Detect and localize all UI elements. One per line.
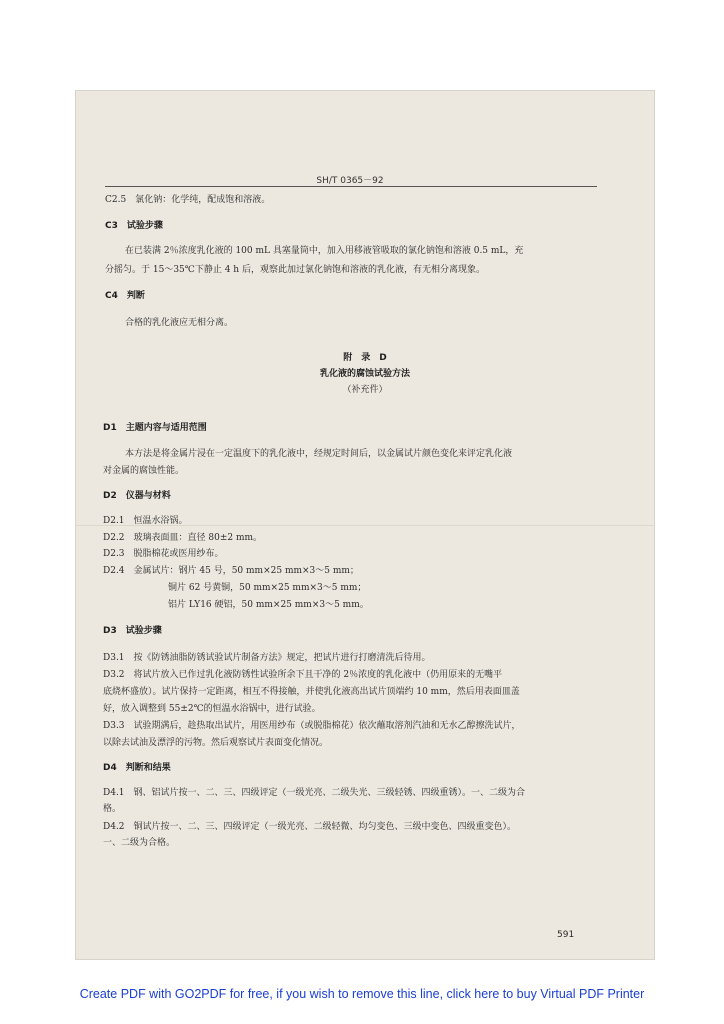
- d2-item: 铜片 62 号黄铜，50 mm×25 mm×3～5 mm；: [168, 583, 367, 593]
- d2-item: D2.3 脱脂棉花或医用纱布。: [103, 549, 224, 559]
- d2-item: D2.4 金属试片：钢片 45 号，50 mm×25 mm×3～5 mm；: [103, 566, 359, 576]
- d2-item: 铝片 LY16 硬铝，50 mm×25 mm×3～5 mm。: [168, 600, 369, 610]
- header-rule: [105, 186, 597, 187]
- d4-line: D4.1 钢、铝试片按一、二、三、四级评定（一级光亮、二级失光、三级轻锈、四级重锈）。一、二级为合: [103, 788, 526, 798]
- heading-d4: D4 判断和结果: [103, 763, 171, 773]
- scanned-page: [75, 90, 655, 960]
- page-number: 591: [557, 930, 575, 940]
- d3-line: 底烧杯盛放）。试片保持一定距离，相互不得接触，并使乳化液高出试片顶端约 10 mm，然后用表面皿盖: [103, 687, 520, 697]
- heading-d2: D2 仪器与材料: [103, 491, 171, 501]
- c3-line-2: 分摇匀。于 15～35℃下静止 4 h 后，观察此加过氯化钠饱和溶液的乳化液，有无相分离现象。: [105, 265, 485, 275]
- d1-line-2: 对金属的腐蚀性能。: [103, 466, 185, 476]
- appendix-title: 乳化液的腐蚀试验方法: [319, 369, 410, 379]
- c4-line-1: 合格的乳化液应无相分离。: [125, 318, 234, 328]
- c3-line-1: 在已装满 2％浓度乳化液的 100 mL 具塞量筒中，加入用移液管吸取的氯化钠饱和溶液 0.5 mL，充: [125, 246, 524, 256]
- d3-line: 好，放入调整到 55±2℃的恒温水浴锅中，进行试验。: [103, 704, 321, 714]
- clause-c2-5: C2.5 氯化钠：化学纯，配成饱和溶液。: [105, 195, 271, 205]
- go2pdf-footer-link[interactable]: Create PDF with GO2PDF for free, if you wish to remove this line, click here to buy Virtual PDF Printer: [79, 987, 645, 1001]
- d3-line: D3.2 将试片放入已作过乳化液防锈性试验所余下且干净的 2％浓度的乳化液中（仍用原来的无嘴平: [103, 670, 503, 680]
- heading-c3: C3 试验步骤: [105, 221, 163, 231]
- d4-line: 一、二级为合格。: [103, 838, 176, 848]
- d1-line-1: 本方法是将金属片浸在一定温度下的乳化液中，经规定时间后，以金属试片颜色变化来评定乳化液: [125, 449, 513, 459]
- d2-item: D2.1 恒温水浴锅。: [103, 516, 188, 526]
- d3-line: 以除去试油及漂浮的污物。然后观察试片表面变化情况。: [103, 738, 329, 748]
- standard-code-header: SH/T 0365－92: [316, 176, 384, 186]
- heading-d1: D1 主题内容与适用范围: [103, 423, 207, 433]
- d4-line: 格。: [103, 804, 122, 814]
- heading-d3: D3 试验步骤: [103, 626, 162, 636]
- d2-item: D2.2 玻璃表面皿：直径 80±2 mm。: [103, 533, 263, 543]
- heading-c4: C4 判断: [105, 291, 145, 301]
- d3-line: D3.3 试验期满后，趁热取出试片，用医用纱布（或脱脂棉花）依次蘸取溶剂汽油和无水乙醇擦洗试片，: [103, 721, 521, 731]
- appendix-note: （补充件）: [342, 385, 388, 395]
- d4-line: D4.2 铜试片按一、二、三、四级评定（一级光亮、二级轻微、均匀变色、三级中变色、四级重变色）。: [103, 822, 517, 832]
- d3-line: D3.1 按《防锈油脂防锈试验试片制备方法》规定，把试片进行打磨清洗后待用。: [103, 653, 431, 663]
- appendix-label: 附 录 D: [343, 353, 387, 363]
